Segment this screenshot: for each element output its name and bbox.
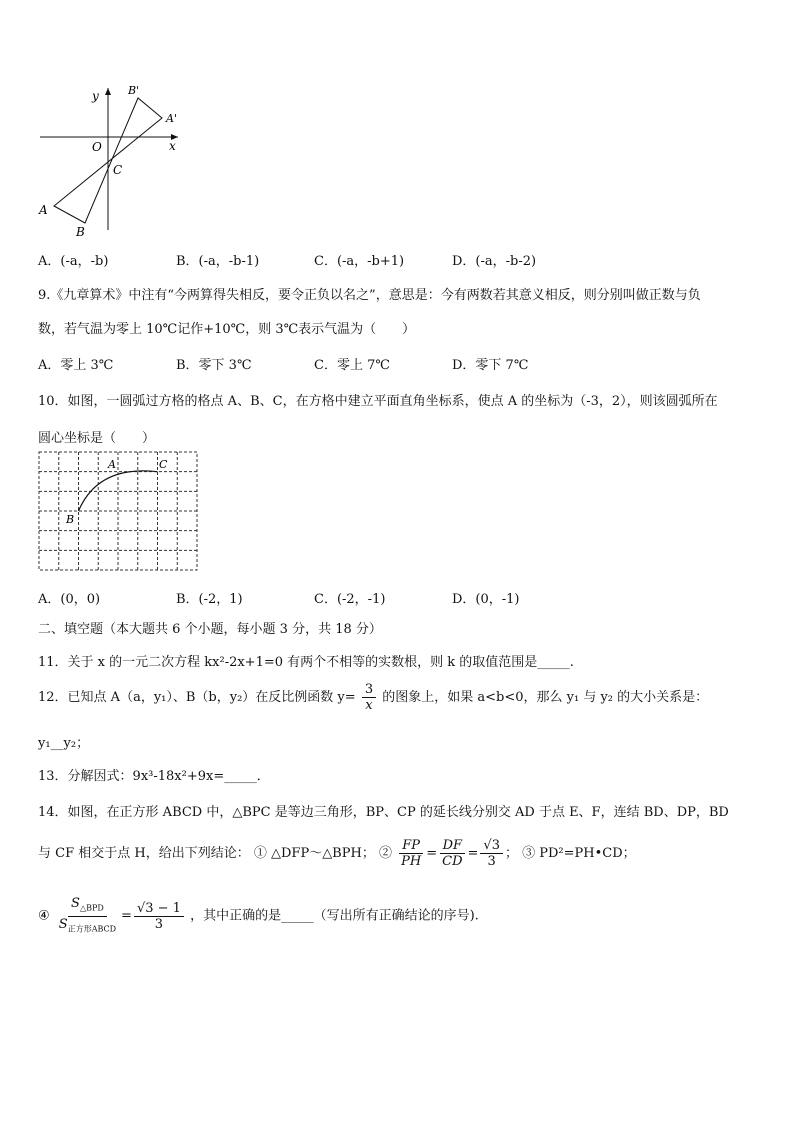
q14-c3: PD²=PH•CD； — [539, 846, 636, 861]
section-heading: 二、填空题（本大题共 6 个小题，每小题 3 分，共 18 分） — [38, 622, 382, 637]
q10-option-c: C．(-2，-1) — [314, 592, 386, 607]
q12-frac-num: 3 — [362, 682, 376, 698]
q14-c4-lhs-num-sub: △BPD — [79, 903, 104, 913]
label-B: B — [76, 225, 85, 239]
q14-c4-frac-lhs — [56, 896, 119, 936]
grid-label-C: C — [159, 458, 168, 471]
q8-figure — [30, 80, 190, 240]
q14-c2-f1-den: PH — [401, 854, 422, 869]
q14-tail: ，其中正确的是_____（写出所有正确结论的序号). — [190, 908, 479, 924]
q14-line2: 与 CF 相交于点 H，给出下列结论： ① △DFP～△BPH； ② $\frac{FP}{PH}$ = $\frac{DF}{CD}$ = $\frac{√3}{3}$ ； ③ PD²=PH•CD； — [38, 838, 636, 869]
q12-fraction — [362, 682, 376, 713]
q14-line1: 14．如图，在正方形 ABCD 中，△BPC 是等边三角形，BP、CP 的延长线分别交 AD 于点 E、F，连结 BD、DP，BD — [38, 805, 729, 820]
q9-option-c: C．零上 7℃ — [314, 358, 390, 373]
q9-line1: 9.《九章算术》中注有“今两算得失相反，要令正负以名之”，意思是：今有两数若其意义相反，则分别叫做正数与负 — [38, 288, 701, 303]
q12-line2: y₁__y₂； — [38, 736, 90, 751]
q14-c2-frac2 — [439, 838, 465, 869]
q10-line2: 圆心坐标是（ ） — [38, 431, 156, 446]
q11: 11．关于 x 的一元二次方程 kx²-2x+1=0 有两个不相等的实数根，则 k 的取值范围是_____. — [38, 655, 574, 670]
q12-frac-den: x — [365, 698, 373, 713]
q10-option-a: A．(0，0) — [38, 592, 101, 607]
q14-c1: △DFP～△BPH； — [271, 846, 375, 861]
q14-c2-frac1 — [398, 838, 424, 869]
q14-c2-num: ② — [378, 846, 392, 861]
q10-grid-figure — [38, 451, 200, 573]
q10-line1: 10．如图，一圆弧过方格的格点 A、B、C，在方格中建立平面直角坐标系，使点 A 的坐标为（-3，2），则该圆弧所在 — [38, 394, 718, 409]
q10-option-b: B．(-2，1) — [176, 592, 243, 607]
q14-line2-pre: 与 CF 相交于点 H，给出下列结论： — [38, 846, 250, 861]
q14-c2-f1-num: FP — [399, 838, 423, 854]
q14-c4-rhs-num: √3 − 1 — [134, 901, 184, 917]
q8-option-d: D．(-a，-b-2) — [452, 254, 537, 269]
grid-label-A: A — [108, 458, 116, 471]
q14-c4-lhs-den-sub: 正方形ABCD — [67, 924, 117, 934]
q14-c1-num: ① — [253, 846, 267, 861]
q8-option-c: C．(-a，-b+1) — [314, 254, 405, 269]
q10-option-d: D．(0，-1) — [452, 592, 520, 607]
label-A: A — [39, 203, 48, 217]
label-O: O — [92, 140, 102, 154]
q13: 13．分解因式：9x³-18x²+9x=_____． — [38, 769, 270, 784]
q14-c2-f3-den: 3 — [487, 854, 496, 869]
q14-c4-lhs-num-s: S — [71, 896, 80, 911]
q9-line2: 数，若气温为零上 10℃记作+10℃，则 3℃表示气温为（ ） — [38, 322, 416, 337]
label-C: C — [113, 163, 123, 177]
q12-pre: 12．已知点 A（a，y₁）、B（b，y₂）在反比例函数 y= — [38, 690, 356, 705]
q9-option-d: D．零下 7℃ — [452, 358, 529, 373]
q14-c2-f2-den: CD — [442, 854, 463, 869]
label-x: x — [169, 139, 176, 153]
q14-c4-lhs-den — [56, 917, 119, 937]
q14-c3-num: ③ — [522, 846, 536, 861]
q9-option-a: A．零上 3℃ — [38, 358, 114, 373]
grid-label-B: B — [66, 513, 75, 526]
q14-c2-frac3 — [480, 838, 503, 869]
q9-option-b: B．零下 3℃ — [176, 358, 252, 373]
q14-c4-lhs-num — [68, 896, 107, 917]
label-B-prime: B' — [128, 84, 140, 97]
q8-option-a: A．(-a，-b) — [38, 254, 109, 269]
label-y: y — [92, 89, 99, 103]
q14-c4-rhs-den: 3 — [154, 916, 164, 932]
q14-c4-num: ④ — [38, 908, 50, 924]
q12-post: 的图象上，如果 a<b<0，那么 y₁ 与 y₂ 的大小关系是： — [382, 690, 709, 705]
label-A-prime: A' — [166, 112, 177, 125]
q14-c4-lhs-den-s: S — [58, 916, 68, 932]
q14-c2-f2-num: DF — [440, 838, 465, 854]
q14-line3: ④ $\frac{S_{\triangle BPD}}{S_{正方形ABCD}}$ = $\frac{√3 - 1}{3}$ ，其中正确的是_____（写出所有正确结论的序号). — [38, 896, 479, 936]
q14-c2-f3-num: √3 — [480, 838, 503, 854]
q14-c4-frac-rhs — [134, 901, 184, 932]
q12-line1 — [38, 682, 708, 713]
q8-option-b: B．(-a，-b-1) — [176, 254, 260, 269]
